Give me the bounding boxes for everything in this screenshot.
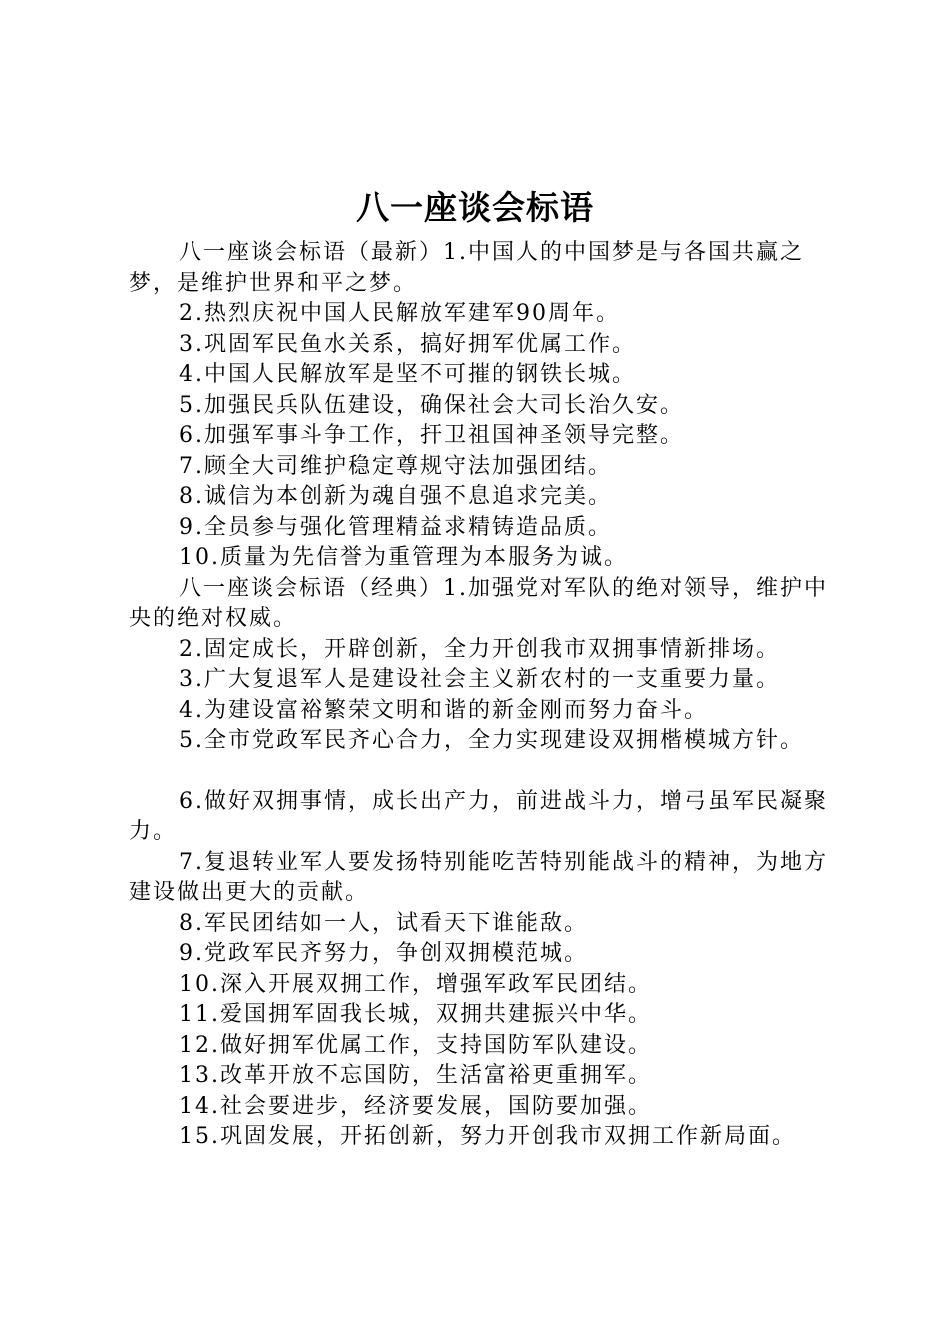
document-body <box>129 238 841 1153</box>
slogan-item: 6.做好双拥事情，成长出产力，前进战斗力，增弓虽军民凝聚力。 <box>129 788 828 844</box>
paragraph-intro-classic: 八一座谈会标语（经典）1.加强党对军队的绝对领导，维护中央的绝对权威。 <box>129 575 828 631</box>
slogan-item: 8.军民团结如一人，试看天下谁能敌。 <box>179 910 588 936</box>
slogan-item: 9.全员参与强化管理精益求精铸造品质。 <box>179 514 612 540</box>
slogan-item: 11.爱国拥军固我长城，双拥共建振兴中华。 <box>179 1002 652 1027</box>
slogan-item: 6.加强军事斗争工作，扞卫祖国神圣领导完整。 <box>179 423 684 448</box>
slogan-item: 3.广大复退军人是建设社会主义新农村的一支重要力量。 <box>179 667 780 692</box>
slogan-item: 5.加强民兵队伍建设，确保社会大司长治久安。 <box>179 392 684 418</box>
slogan-item: 13.改革开放不忘国防，生活富裕更重拥军。 <box>179 1063 652 1088</box>
slogan-item: 8.诚信为本创新为魂自强不息追求完美。 <box>179 484 612 509</box>
slogan-item: 15.巩固发展，开拓创新，努力开创我市双拥工作新局面。 <box>179 1124 796 1149</box>
slogan-item: 3.巩固军民鱼水关系，搞好拥军优属工作。 <box>179 331 636 357</box>
slogan-item: 4.为建设富裕繁荣文明和谐的新金刚而努力奋斗。 <box>179 697 708 723</box>
slogan-item: 2.热烈庆祝中国人民解放军建军90周年。 <box>179 301 620 326</box>
slogan-item: 10.质量为先信誉为重管理为本服务为诚。 <box>179 545 628 570</box>
slogan-item: 9.党政军民齐努力，争创双拥模范城。 <box>179 941 588 966</box>
slogan-item: 14.社会要进步，经济要发展，国防要加强。 <box>179 1093 652 1119</box>
slogan-item: 7.复退转业军人要发扬特别能吃苦特别能战斗的精神，为地方建设做出更大的贡献。 <box>129 849 828 905</box>
slogan-item: 4.中国人民解放军是坚不可摧的钢铁长城。 <box>179 362 636 387</box>
paragraph-intro-latest: 八一座谈会标语（最新）1.中国人的中国梦是与各国共赢之梦，是维护世界和平之梦。 <box>129 240 804 296</box>
slogan-item: 7.顾全大司维护稳定尊规守法加强团结。 <box>179 453 612 479</box>
slogan-item: 12.做好拥军优属工作，支持国防军队建设。 <box>179 1032 652 1058</box>
slogan-item: 5.全市党政军民齐心合力，全力实现建设双拥楷模城方针。 <box>179 728 804 753</box>
slogan-item: 10.深入开展双拥工作，增强军政军民团结。 <box>179 971 652 997</box>
paragraph-spacer <box>129 757 841 787</box>
slogan-item: 2.固定成长，开辟创新，全力开创我市双拥事情新排场。 <box>179 636 780 662</box>
document-title: 八一座谈会标语 <box>356 188 594 227</box>
